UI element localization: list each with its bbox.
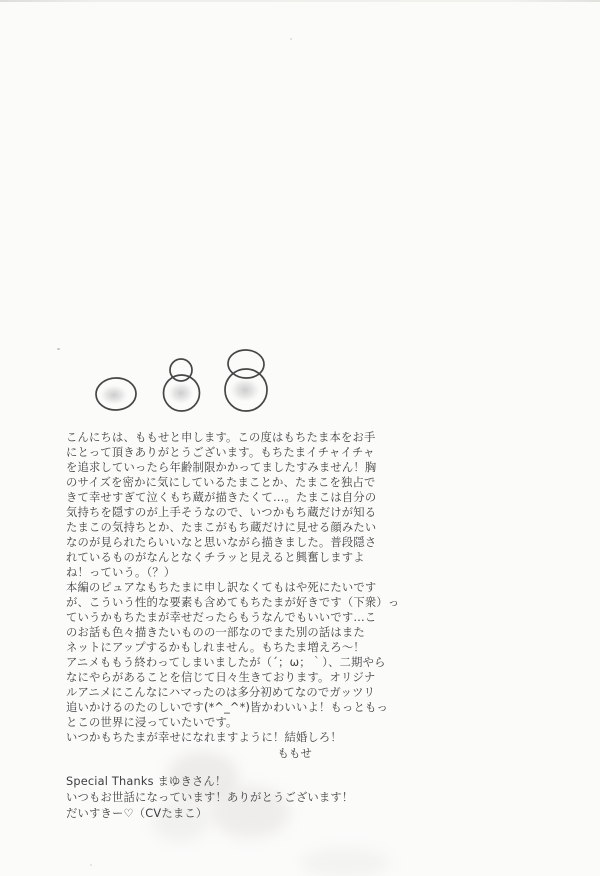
mochi-doodle-small	[95, 377, 136, 410]
afterword-line: なにやらがあることを信じて日々生きております。オリジナ	[66, 671, 376, 684]
afterword-line: きて幸せすぎて泣くもち蔵が描きたくて…。たまこは自分の	[66, 491, 377, 504]
mochi-doodle-medium	[164, 359, 200, 411]
afterword-line: 気持ちを隠すのが上手そうなので、いつかもち蔵だけが知る	[66, 506, 377, 519]
special-thanks-line: だいすきー♡（CVたまこ）	[66, 807, 208, 820]
afterword-line: ていうかもちたまが幸せだったらもうなんでもいいです…こ	[66, 611, 377, 624]
afterword-line: が、こういう性的な要素も含めてもちたまが好きです（下衆）っ	[66, 596, 400, 609]
afterword-line: にとって頂きありがとうございます。もちたまイチャイチャ	[66, 446, 375, 459]
scan-dust-speck	[57, 348, 60, 350]
afterword-line: こんにちは、ももせと申します。この度はもちたま本をお手	[66, 431, 376, 444]
author-signature: ももせ	[277, 747, 312, 760]
page-bleed-through	[300, 848, 390, 876]
afterword-line: のサイズを密かに気にしているたまことか、たまこを独占で	[66, 476, 376, 489]
mochi-doodles	[80, 340, 290, 420]
scan-dust-speck	[290, 38, 292, 40]
afterword-line: れているものがなんとなくチラッと見えると興奮しますよ	[66, 551, 365, 564]
afterword-line: ルアニメにこんなにハマったのは多分初めてなのでガッツリ	[66, 686, 376, 699]
afterword-line: を追求していったら年齢制限かかってましたすみません！胸	[66, 461, 377, 474]
special-thanks-line: いつもお世話になっています！ありがとうございます！	[66, 791, 354, 804]
afterword-line: ね！っていう。（？）	[66, 566, 176, 579]
afterword-line: のお話も色々描きたいものの一部なのでまた別の話はまた	[66, 626, 365, 639]
scan-edge-artifact	[0, 0, 600, 2]
afterword-line: とこの世界に浸っていたいです。	[66, 716, 238, 729]
afterword-text	[66, 430, 400, 761]
afterword-line: いつかもちたまが幸せになれますように！結婚しろ！	[66, 731, 342, 744]
scan-dust-speck	[90, 864, 92, 866]
afterword-line: なのが見られたらいいなと思いながら描きました。普段隠さ	[66, 536, 377, 549]
afterword-line: ネットにアップするかもしれません。もちたま増えろ～！	[66, 641, 365, 654]
special-thanks-line: Special Thanks まゆきさん！	[66, 775, 227, 788]
afterword-line: 追いかけるのたのしいです(*^_^*)皆かわいいよ！もっともっ	[66, 701, 389, 714]
special-thanks	[66, 774, 426, 822]
afterword-line: アニメももう終わってしまいましたが（´；ω；｀）、二期やら	[66, 656, 386, 669]
afterword-line: たまこの気持ちとか、たまこがもち蔵だけに見せる顔みたい	[66, 521, 377, 534]
afterword-line: 本編のピュアなもちたまに申し訳なくてもはや死にたいです	[66, 581, 377, 594]
mochi-doodle-large	[225, 349, 267, 411]
